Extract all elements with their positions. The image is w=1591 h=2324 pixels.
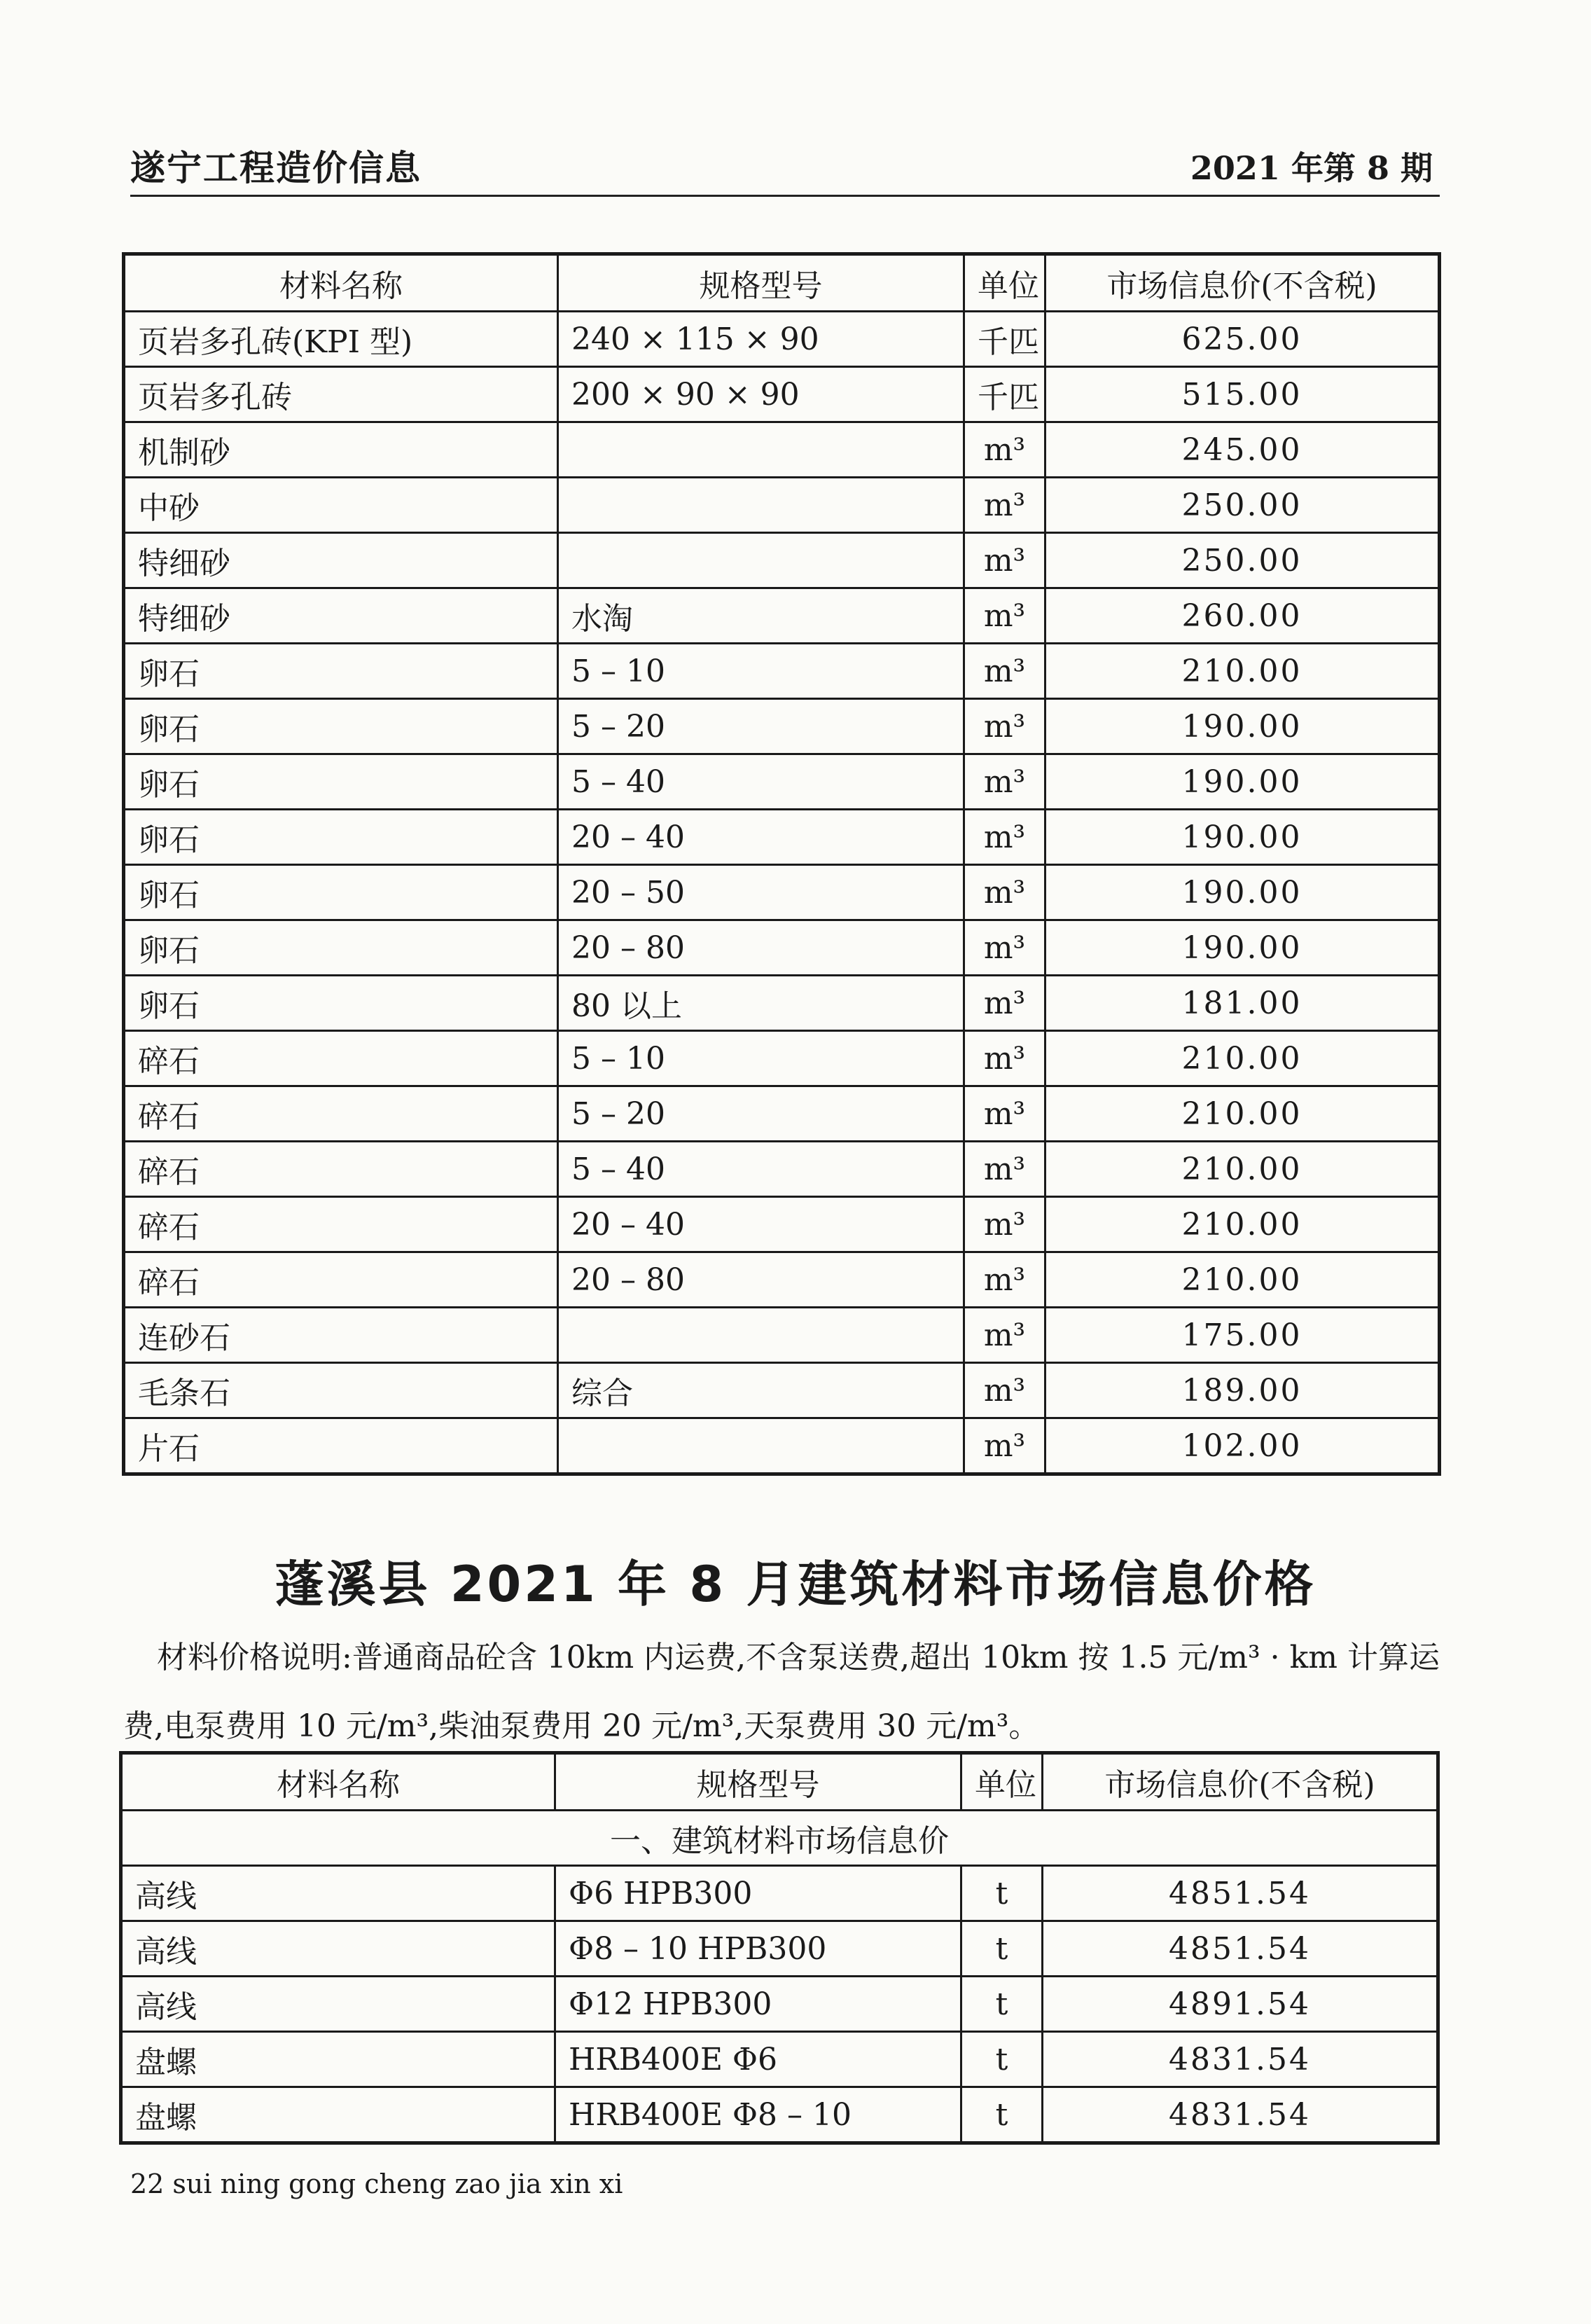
cell-price: 190.00: [1045, 810, 1440, 865]
cell-unit: t: [961, 1866, 1043, 1921]
page-footer: 22 sui ning gong cheng zao jia xin xi: [130, 2169, 623, 2199]
cell-name: 卵石: [124, 865, 558, 920]
cell-spec: 5 – 20: [558, 1086, 964, 1142]
cell-unit: m³: [964, 920, 1045, 976]
cell-unit: m³: [964, 1252, 1045, 1308]
cell-name: 卵石: [124, 920, 558, 976]
header-cell-name: 材料名称: [124, 254, 558, 312]
cell-spec: [558, 478, 964, 533]
cell-unit: m³: [964, 422, 1045, 478]
cell-unit: m³: [964, 810, 1045, 865]
cell-unit: t: [961, 1921, 1043, 1977]
table-row: [124, 644, 1440, 699]
cell-price: 4891.54: [1043, 1977, 1438, 2032]
table-row: [124, 1252, 1440, 1308]
cell-spec: 80 以上: [558, 976, 964, 1031]
cell-price: 515.00: [1045, 367, 1440, 422]
cell-spec: 5 – 10: [558, 644, 964, 699]
cell-name: 卵石: [124, 976, 558, 1031]
header-cell-unit: 单位: [961, 1753, 1043, 1811]
cell-price: 175.00: [1045, 1308, 1440, 1363]
cell-price: 210.00: [1045, 1086, 1440, 1142]
cell-spec: 综合: [558, 1363, 964, 1418]
cell-spec: Φ12 HPB300: [555, 1977, 961, 2032]
cell-price: 102.00: [1045, 1418, 1440, 1474]
cell-unit: m³: [964, 1197, 1045, 1252]
cell-spec: 水淘: [558, 588, 964, 644]
cell-price: 210.00: [1045, 1142, 1440, 1197]
table-row: [124, 367, 1440, 422]
table-header-row: [121, 1753, 1438, 1811]
cell-spec: 20 – 80: [558, 920, 964, 976]
cell-unit: m³: [964, 588, 1045, 644]
cell-spec: 5 – 40: [558, 754, 964, 810]
table-row: [124, 588, 1440, 644]
table-row: [124, 920, 1440, 976]
section-label: 一、建筑材料市场信息价: [121, 1811, 1438, 1866]
cell-price: 250.00: [1045, 533, 1440, 588]
cell-unit: 千匹: [964, 367, 1045, 422]
cell-spec: HRB400E Φ8 – 10: [555, 2087, 961, 2143]
cell-name: 毛条石: [124, 1363, 558, 1418]
cell-price: 4831.54: [1043, 2032, 1438, 2087]
table-row: [124, 1363, 1440, 1418]
table-row: [121, 2032, 1438, 2087]
cell-name: 页岩多孔砖(KPI 型): [124, 312, 558, 367]
cell-price: 210.00: [1045, 1197, 1440, 1252]
table-row: [124, 1086, 1440, 1142]
cell-price: 190.00: [1045, 865, 1440, 920]
cell-unit: m³: [964, 533, 1045, 588]
cell-spec: 20 – 50: [558, 865, 964, 920]
table-row: [121, 1921, 1438, 1977]
cell-name: 卵石: [124, 810, 558, 865]
cell-unit: m³: [964, 1142, 1045, 1197]
cell-name: 盘螺: [121, 2087, 555, 2143]
header-divider: [130, 195, 1440, 197]
cell-spec: [558, 1308, 964, 1363]
cell-unit: m³: [964, 1086, 1045, 1142]
cell-spec: [558, 422, 964, 478]
table-section-row: [121, 1811, 1438, 1866]
header-cell-name: 材料名称: [121, 1753, 555, 1811]
table-row: [124, 1418, 1440, 1474]
cell-unit: m³: [964, 1308, 1045, 1363]
cell-unit: 千匹: [964, 312, 1045, 367]
table-row: [124, 422, 1440, 478]
table-row: [124, 1197, 1440, 1252]
journal-title: 遂宁工程造价信息: [130, 148, 422, 188]
cell-name: 特细砂: [124, 533, 558, 588]
cell-name: 碎石: [124, 1031, 558, 1086]
cell-unit: t: [961, 1977, 1043, 2032]
table-row: [124, 810, 1440, 865]
cell-name: 高线: [121, 1921, 555, 1977]
cell-price: 210.00: [1045, 644, 1440, 699]
cell-price: 250.00: [1045, 478, 1440, 533]
section-title: 蓬溪县 2021 年 8 月建筑材料市场信息价格: [275, 1556, 1316, 1613]
cell-price: 190.00: [1045, 754, 1440, 810]
table-row: [124, 976, 1440, 1031]
cell-price: 190.00: [1045, 920, 1440, 976]
cell-spec: [558, 533, 964, 588]
cell-name: 机制砂: [124, 422, 558, 478]
cell-price: 189.00: [1045, 1363, 1440, 1418]
cell-price: 181.00: [1045, 976, 1440, 1031]
cell-price: 210.00: [1045, 1252, 1440, 1308]
cell-spec: Φ8 – 10 HPB300: [555, 1921, 961, 1977]
cell-spec: 200 × 90 × 90: [558, 367, 964, 422]
header-cell-price: 市场信息价(不含税): [1045, 254, 1440, 312]
table-row: [124, 478, 1440, 533]
header-cell-unit: 单位: [964, 254, 1045, 312]
header-cell-spec: 规格型号: [558, 254, 964, 312]
cell-unit: m³: [964, 976, 1045, 1031]
cell-unit: m³: [964, 644, 1045, 699]
cell-unit: m³: [964, 478, 1045, 533]
cell-price: 625.00: [1045, 312, 1440, 367]
table-row: [124, 1031, 1440, 1086]
cell-price: 245.00: [1045, 422, 1440, 478]
cell-name: 连砂石: [124, 1308, 558, 1363]
cell-price: 4831.54: [1043, 2087, 1438, 2143]
table-row: [124, 312, 1440, 367]
cell-unit: m³: [964, 699, 1045, 754]
table-row: [124, 1142, 1440, 1197]
cell-price: 4851.54: [1043, 1921, 1438, 1977]
table-row: [121, 2087, 1438, 2143]
cell-spec: 5 – 40: [558, 1142, 964, 1197]
cell-unit: m³: [964, 1363, 1045, 1418]
cell-unit: t: [961, 2087, 1043, 2143]
table-row: [121, 1866, 1438, 1921]
cell-price: 190.00: [1045, 699, 1440, 754]
cell-spec: HRB400E Φ6: [555, 2032, 961, 2087]
cell-name: 高线: [121, 1866, 555, 1921]
cell-spec: 20 – 40: [558, 810, 964, 865]
cell-name: 碎石: [124, 1142, 558, 1197]
cell-name: 中砂: [124, 478, 558, 533]
header-cell-price: 市场信息价(不含税): [1043, 1753, 1438, 1811]
cell-spec: 20 – 40: [558, 1197, 964, 1252]
table-header-row: [124, 254, 1440, 312]
cell-name: 碎石: [124, 1197, 558, 1252]
cell-unit: m³: [964, 754, 1045, 810]
cell-spec: 240 × 115 × 90: [558, 312, 964, 367]
cell-spec: 5 – 10: [558, 1031, 964, 1086]
cell-spec: 20 – 80: [558, 1252, 964, 1308]
cell-name: 碎石: [124, 1252, 558, 1308]
cell-name: 特细砂: [124, 588, 558, 644]
cell-unit: m³: [964, 865, 1045, 920]
cell-unit: m³: [964, 1031, 1045, 1086]
cell-name: 高线: [121, 1977, 555, 2032]
materials-price-table-2: [119, 1751, 1440, 2145]
table-row: [124, 533, 1440, 588]
cell-spec: Φ6 HPB300: [555, 1866, 961, 1921]
price-note: 材料价格说明:普通商品砼含 10km 内运费,不含泵送费,超出 10km 按 1.5 元/m³ · km 计算运费,电泵费用 10 元/m³,柴油泵费用 20 元/m³,天泵费用 30 元/m³。: [123, 1640, 1440, 1744]
cell-name: 卵石: [124, 699, 558, 754]
cell-name: 盘螺: [121, 2032, 555, 2087]
cell-price: 260.00: [1045, 588, 1440, 644]
cell-price: 4851.54: [1043, 1866, 1438, 1921]
cell-name: 卵石: [124, 644, 558, 699]
table-row: [124, 699, 1440, 754]
cell-spec: 5 – 20: [558, 699, 964, 754]
cell-name: 片石: [124, 1418, 558, 1474]
cell-spec: [558, 1418, 964, 1474]
table-row: [124, 1308, 1440, 1363]
table-row: [124, 865, 1440, 920]
table-row: [121, 1977, 1438, 2032]
cell-name: 碎石: [124, 1086, 558, 1142]
cell-price: 210.00: [1045, 1031, 1440, 1086]
header-cell-spec: 规格型号: [555, 1753, 961, 1811]
cell-name: 页岩多孔砖: [124, 367, 558, 422]
issue-label: 2021 年第 8 期: [1190, 149, 1433, 187]
materials-price-table-1: [122, 252, 1441, 1476]
table-row: [124, 754, 1440, 810]
cell-unit: m³: [964, 1418, 1045, 1474]
cell-name: 卵石: [124, 754, 558, 810]
cell-unit: t: [961, 2032, 1043, 2087]
